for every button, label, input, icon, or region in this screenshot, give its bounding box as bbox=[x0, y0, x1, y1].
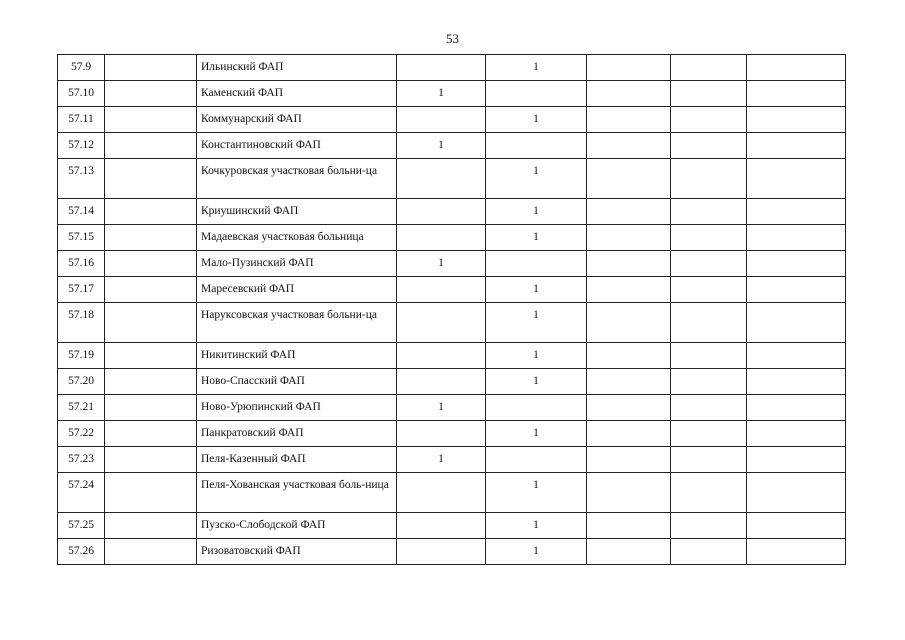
facility-name-cell: Панкратовский ФАП bbox=[197, 421, 397, 447]
table-row bbox=[58, 421, 846, 447]
empty-cell bbox=[587, 225, 671, 251]
empty-cell bbox=[747, 277, 846, 303]
empty-cell bbox=[587, 107, 671, 133]
row-number-cell: 57.10 bbox=[58, 81, 105, 107]
empty-cell bbox=[671, 251, 747, 277]
count-column-b-cell: 1 bbox=[486, 539, 587, 565]
empty-cell bbox=[747, 513, 846, 539]
count-column-a-cell bbox=[397, 55, 486, 81]
facility-name-cell: Кочкуровская участковая больни-ца bbox=[197, 159, 397, 199]
table-row bbox=[58, 199, 846, 225]
row-number-cell: 57.18 bbox=[58, 303, 105, 343]
empty-cell bbox=[671, 277, 747, 303]
row-number-cell: 57.12 bbox=[58, 133, 105, 159]
empty-cell bbox=[747, 473, 846, 513]
table-row bbox=[58, 513, 846, 539]
count-column-a-cell bbox=[397, 199, 486, 225]
table-row bbox=[58, 473, 846, 513]
empty-cell bbox=[747, 369, 846, 395]
empty-cell bbox=[747, 251, 846, 277]
count-column-a-cell bbox=[397, 513, 486, 539]
facility-name-cell: Ризоватовский ФАП bbox=[197, 539, 397, 565]
table-row bbox=[58, 225, 846, 251]
count-column-b-cell bbox=[486, 447, 587, 473]
empty-cell bbox=[105, 303, 197, 343]
page-number: 53 bbox=[446, 31, 459, 46]
count-column-a-cell bbox=[397, 473, 486, 513]
empty-cell bbox=[587, 199, 671, 225]
empty-cell bbox=[105, 539, 197, 565]
empty-cell bbox=[587, 473, 671, 513]
empty-cell bbox=[587, 277, 671, 303]
row-number-cell: 57.22 bbox=[58, 421, 105, 447]
table-row bbox=[58, 107, 846, 133]
facility-name-cell: Маресевский ФАП bbox=[197, 277, 397, 303]
empty-cell bbox=[105, 343, 197, 369]
facility-name-cell: Ново-Урюпинский ФАП bbox=[197, 395, 397, 421]
count-column-a-cell bbox=[397, 107, 486, 133]
empty-cell bbox=[671, 447, 747, 473]
empty-cell bbox=[105, 55, 197, 81]
empty-cell bbox=[747, 159, 846, 199]
empty-cell bbox=[747, 303, 846, 343]
row-number-cell: 57.17 bbox=[58, 277, 105, 303]
empty-cell bbox=[671, 421, 747, 447]
count-column-b-cell: 1 bbox=[486, 199, 587, 225]
table-row bbox=[58, 159, 846, 199]
empty-cell bbox=[105, 199, 197, 225]
empty-cell bbox=[105, 251, 197, 277]
empty-cell bbox=[105, 107, 197, 133]
empty-cell bbox=[747, 421, 846, 447]
empty-cell bbox=[105, 133, 197, 159]
facility-name-cell: Пузско-Слободской ФАП bbox=[197, 513, 397, 539]
count-column-b-cell: 1 bbox=[486, 343, 587, 369]
row-number-cell: 57.13 bbox=[58, 159, 105, 199]
empty-cell bbox=[747, 447, 846, 473]
count-column-b-cell: 1 bbox=[486, 421, 587, 447]
empty-cell bbox=[747, 81, 846, 107]
count-column-a-cell: 1 bbox=[397, 395, 486, 421]
row-number-cell: 57.25 bbox=[58, 513, 105, 539]
empty-cell bbox=[105, 277, 197, 303]
empty-cell bbox=[587, 81, 671, 107]
empty-cell bbox=[671, 369, 747, 395]
empty-cell bbox=[671, 133, 747, 159]
count-column-a-cell: 1 bbox=[397, 133, 486, 159]
table-row bbox=[58, 277, 846, 303]
facility-name-cell: Наруксовская участковая больни-ца bbox=[197, 303, 397, 343]
count-column-b-cell: 1 bbox=[486, 159, 587, 199]
empty-cell bbox=[105, 421, 197, 447]
row-number-cell: 57.16 bbox=[58, 251, 105, 277]
table-row bbox=[58, 369, 846, 395]
empty-cell bbox=[671, 107, 747, 133]
empty-cell bbox=[671, 225, 747, 251]
facility-name-cell: Каменский ФАП bbox=[197, 81, 397, 107]
empty-cell bbox=[671, 55, 747, 81]
row-number-cell: 57.9 bbox=[58, 55, 105, 81]
empty-cell bbox=[747, 107, 846, 133]
count-column-a-cell: 1 bbox=[397, 81, 486, 107]
count-column-a-cell bbox=[397, 343, 486, 369]
facility-name-cell: Ильинский ФАП bbox=[197, 55, 397, 81]
empty-cell bbox=[105, 513, 197, 539]
empty-cell bbox=[671, 343, 747, 369]
count-column-a-cell: 1 bbox=[397, 447, 486, 473]
empty-cell bbox=[747, 225, 846, 251]
empty-cell bbox=[587, 133, 671, 159]
count-column-b-cell: 1 bbox=[486, 225, 587, 251]
empty-cell bbox=[671, 539, 747, 565]
empty-cell bbox=[671, 395, 747, 421]
facility-name-cell: Никитинский ФАП bbox=[197, 343, 397, 369]
count-column-b-cell bbox=[486, 251, 587, 277]
count-column-a-cell bbox=[397, 369, 486, 395]
empty-cell bbox=[105, 447, 197, 473]
count-column-a-cell: 1 bbox=[397, 251, 486, 277]
table-row bbox=[58, 303, 846, 343]
empty-cell bbox=[587, 55, 671, 81]
count-column-a-cell bbox=[397, 303, 486, 343]
empty-cell bbox=[671, 81, 747, 107]
empty-cell bbox=[671, 473, 747, 513]
empty-cell bbox=[105, 159, 197, 199]
row-number-cell: 57.21 bbox=[58, 395, 105, 421]
empty-cell bbox=[747, 133, 846, 159]
empty-cell bbox=[105, 81, 197, 107]
table-row bbox=[58, 55, 846, 81]
facility-name-cell: Криушинский ФАП bbox=[197, 199, 397, 225]
empty-cell bbox=[105, 369, 197, 395]
empty-cell bbox=[671, 199, 747, 225]
empty-cell bbox=[105, 473, 197, 513]
count-column-a-cell bbox=[397, 421, 486, 447]
empty-cell bbox=[747, 539, 846, 565]
row-number-cell: 57.26 bbox=[58, 539, 105, 565]
count-column-a-cell bbox=[397, 225, 486, 251]
count-column-b-cell: 1 bbox=[486, 369, 587, 395]
empty-cell bbox=[747, 343, 846, 369]
facility-name-cell: Мадаевская участковая больница bbox=[197, 225, 397, 251]
table-body bbox=[58, 55, 846, 565]
empty-cell bbox=[587, 369, 671, 395]
row-number-cell: 57.15 bbox=[58, 225, 105, 251]
empty-cell bbox=[105, 395, 197, 421]
count-column-b-cell: 1 bbox=[486, 107, 587, 133]
row-number-cell: 57.24 bbox=[58, 473, 105, 513]
row-number-cell: 57.20 bbox=[58, 369, 105, 395]
count-column-b-cell: 1 bbox=[486, 55, 587, 81]
table-row bbox=[58, 343, 846, 369]
facility-name-cell: Коммунарский ФАП bbox=[197, 107, 397, 133]
table-row bbox=[58, 251, 846, 277]
facility-name-cell: Пеля-Казенный ФАП bbox=[197, 447, 397, 473]
facility-name-cell: Константиновский ФАП bbox=[197, 133, 397, 159]
count-column-b-cell: 1 bbox=[486, 303, 587, 343]
empty-cell bbox=[587, 447, 671, 473]
count-column-b-cell: 1 bbox=[486, 277, 587, 303]
table-row bbox=[58, 81, 846, 107]
empty-cell bbox=[587, 303, 671, 343]
count-column-b-cell bbox=[486, 81, 587, 107]
row-number-cell: 57.23 bbox=[58, 447, 105, 473]
empty-cell bbox=[671, 159, 747, 199]
empty-cell bbox=[587, 159, 671, 199]
table-row bbox=[58, 133, 846, 159]
row-number-cell: 57.19 bbox=[58, 343, 105, 369]
facility-name-cell: Ново-Спасский ФАП bbox=[197, 369, 397, 395]
empty-cell bbox=[587, 513, 671, 539]
empty-cell bbox=[587, 343, 671, 369]
count-column-a-cell bbox=[397, 277, 486, 303]
facility-name-cell: Пеля-Хованская участковая боль-ница bbox=[197, 473, 397, 513]
count-column-b-cell bbox=[486, 133, 587, 159]
count-column-b-cell: 1 bbox=[486, 513, 587, 539]
table-row bbox=[58, 447, 846, 473]
count-column-a-cell bbox=[397, 159, 486, 199]
row-number-cell: 57.14 bbox=[58, 199, 105, 225]
count-column-b-cell bbox=[486, 395, 587, 421]
facility-name-cell: Мало-Пузинский ФАП bbox=[197, 251, 397, 277]
empty-cell bbox=[587, 251, 671, 277]
empty-cell bbox=[747, 55, 846, 81]
table-row bbox=[58, 395, 846, 421]
empty-cell bbox=[105, 225, 197, 251]
empty-cell bbox=[587, 395, 671, 421]
count-column-b-cell: 1 bbox=[486, 473, 587, 513]
table-row bbox=[58, 539, 846, 565]
empty-cell bbox=[587, 421, 671, 447]
count-column-a-cell bbox=[397, 539, 486, 565]
facilities-table bbox=[57, 54, 846, 565]
row-number-cell: 57.11 bbox=[58, 107, 105, 133]
empty-cell bbox=[587, 539, 671, 565]
empty-cell bbox=[747, 395, 846, 421]
empty-cell bbox=[671, 513, 747, 539]
empty-cell bbox=[671, 303, 747, 343]
empty-cell bbox=[747, 199, 846, 225]
